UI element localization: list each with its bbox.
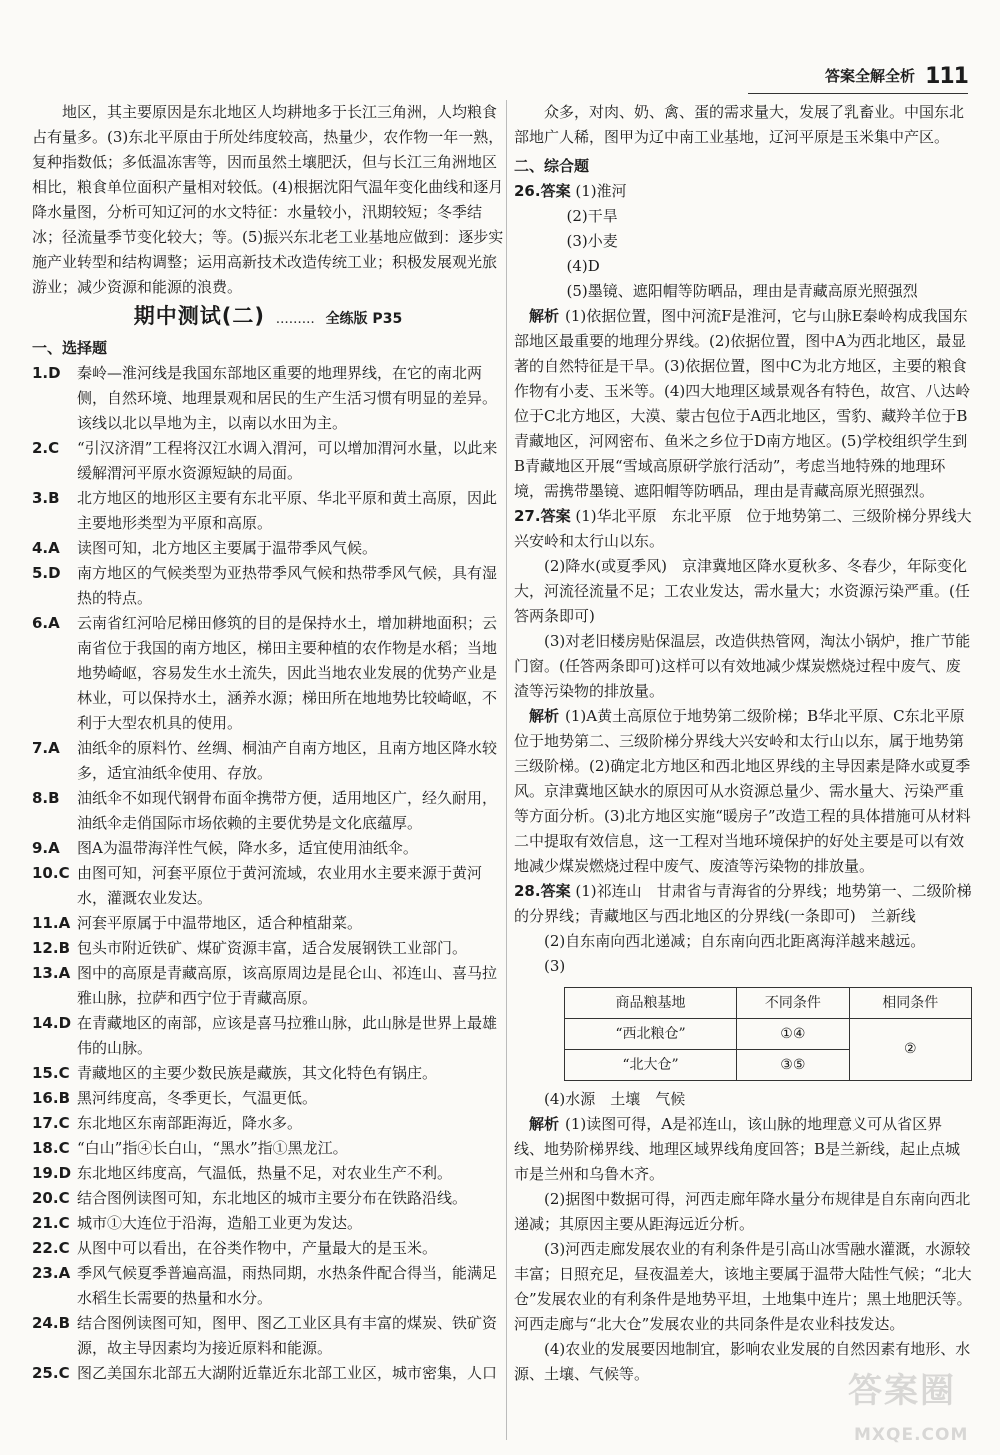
q26-answer-3: (3)小麦 [566,232,618,250]
choice-answer-item [32,611,504,736]
choice-answer-item [32,1311,504,1361]
choice-answer-number: 14.D [32,1014,72,1032]
page-header [825,64,968,89]
choice-answer-number: 16.B [32,1089,71,1107]
q26-answer-1: (1)淮河 [575,182,627,200]
choice-answer-number: 24.B [32,1314,71,1332]
table-cell-different: ③⑤ [737,1050,850,1081]
choice-answer-item [32,736,504,786]
choice-answer-item [32,1111,504,1136]
q27-explain-label: 解析 [529,707,560,725]
previous-explanation: 地区，其主要原因是东北地区人均耕地多于长江三角洲，人均粮食占有量多。(3)东北平原由于所处纬度较高，热量少，农作物一年一熟，复种指数低；多低温冻害等，因而虽然土壤肥沃，但与长江三角洲地区相比，粮食单位面积产量相对较低。(4)根据沈阳气温年变化曲线和逐月降水量图，分析可知辽河的水文特征：水量较小，汛期较短；冬季结冰；径流量季节变化较大；等。(5)振兴东北老工业基地应做到：逐步实施产业转型和结构调整；运用高新技术改造传统工业；积极发展观光旅游业；减少资源和能源的浪费。 [32,103,504,296]
choice-answer-number: 18.C [32,1139,70,1157]
choice-answer-text: 秦岭—淮河线是我国东部地区重要的地理界线，在它的南北两侧，自然环境、地理景观和居民的生产生活习惯有明显的差异。该线以北以旱地为主，以南以水田为主。 [77,364,498,432]
choice-answer-number: 11.A [32,914,71,932]
q27-number: 27. [514,507,541,525]
choice-answer-text: 季风气候夏季普遍高温，雨热同期，水热条件配合得当，能满足水稻生长需要的热量和水分。 [77,1264,498,1307]
q28-explanation-3: (3)河西走廊发展农业的有利条件是引高山冰雪融水灌溉，水源较丰富；日照充足，昼夜温差大，该地主要属于温带大陆性气候；“北大仓”发展农业的有利条件是地势平坦，土地集中连片；黑土地肥沃等。河西走廊与“北大仓”发展农业的共同条件是农业科技发达。 [514,1240,972,1333]
choice-answer-number: 15.C [32,1064,70,1082]
q28-answer-3: (3) [544,957,566,975]
choice-answer-item [32,1136,504,1161]
choice-answer-number: 19.D [32,1164,72,1182]
q28-number: 28. [514,882,541,900]
choice-answer-text: 城市①大连位于沿海，造船工业更为发达。 [77,1214,363,1232]
choice-answer-number: 9.A [32,839,60,857]
section-heading-choice: 一、选择题 [32,339,108,357]
question-26 [514,179,972,504]
choice-answer-text: 青藏地区的主要少数民族是藏族，其文化特色有锅庄。 [77,1064,438,1082]
q28-explanation-2: (2)据图中数据可得，河西走廊年降水量分布规律是自东南向西北递减；其原因主要从距海远近分析。 [514,1190,971,1233]
header-rule [748,93,968,94]
choice-answer-text: 从图中可以看出，在谷类作物中，产量最大的是玉米。 [77,1239,438,1257]
choice-answer-number: 3.B [32,489,60,507]
choice-answer-text: 读图可知，北方地区主要属于温带季风气候。 [77,539,378,557]
choice-answer-item [32,536,504,561]
choice-answer-item [32,1011,504,1061]
choice-answer-number: 5.D [32,564,61,582]
choice-answer-number: 4.A [32,539,60,557]
q28-explain-label: 解析 [529,1115,560,1133]
choice-answer-item [32,486,504,536]
choice-answer-number: 1.D [32,364,61,382]
left-column [32,100,504,1386]
choice-answer-item [32,1086,504,1111]
choice-answer-number: 6.A [32,614,60,632]
choice-answer-number: 21.C [32,1214,70,1232]
header-title: 答案全解全析 [825,67,916,85]
choice-answer-item [32,1361,504,1386]
choice-answer-text: 结合图例读图可知，图甲、图乙工业区具有丰富的煤炭、铁矿资源，故主导因素均为接近原料和能源。 [77,1314,498,1357]
q26-explain-label: 解析 [529,307,560,325]
choice-answer-text: 南方地区的气候类型为亚热带季风气候和热带季风气候，具有湿热的特点。 [77,564,498,607]
choice-answer-item [32,861,504,911]
choice-answer-text: 东北地区东南部距海近，降水多。 [77,1114,303,1132]
choice-answer-text: “引汉济渭”工程将汉江水调入渭河，可以增加渭河水量，以此来缓解渭河平原水资源短缺的局面。 [77,439,498,482]
test-page-ref: 全练版 P35 [325,311,403,327]
choice-answer-text: 在青藏地区的南部，应该是喜马拉雅山脉，此山脉是世界上最雄伟的山脉。 [77,1014,498,1057]
table-cell-base: “西北粮仓” [565,1019,737,1050]
choice-answer-text: 图A为温带海洋性气候，降水多，适宜使用油纸伞。 [77,839,418,857]
choice-answer-text: 包头市附近铁矿、煤矿资源丰富，适合发展钢铁工业部门。 [77,939,468,957]
q27-answer-1: (1)华北平原 东北平原 位于地势第二、三级阶梯分界线大兴安岭和太行山以东。 [514,507,972,550]
test-title-block [32,304,504,332]
watermark-text: 答案圈 [848,1371,956,1411]
choice-answer-number: 22.C [32,1239,70,1257]
q26-answer-label: 答案 [540,182,571,200]
choice-answer-text: “白山”指④长白山，“黑水”指①黑龙江。 [77,1139,348,1157]
choice-answer-item [32,1161,504,1186]
table-cell-same: ② [849,1019,971,1081]
leader-dots: ……… [275,312,315,327]
question-28 [514,879,972,1387]
column-divider [506,100,507,1440]
choice-answer-item [32,911,504,936]
choice-answer-item [32,361,504,436]
choice-answer-number: 23.A [32,1264,71,1282]
table-header-base: 商品粮基地 [565,988,737,1019]
q28-answer-label: 答案 [540,882,571,900]
choice-answer-item [32,1261,504,1311]
choice-answer-number: 2.C [32,439,60,457]
choice-answer-text: 黑河纬度高，冬季更长，气温更低。 [77,1089,318,1107]
choice-answer-text: 图乙美国东北部五大湖附近靠近东北部工业区，城市密集，人口 [77,1364,498,1382]
watermark-logo [836,1371,986,1447]
choice-answer-item [32,786,504,836]
q28-answer-2: (2)自东南向西北递减；自东南向西北距离海洋越来越远。 [544,932,926,950]
choice-answer-text: 油纸伞不如现代钢骨布面伞携带方便，适用地区广，经久耐用，油纸伞走俏国际市场依赖的主要优势是文化底蕴厚。 [77,789,498,832]
choice-answer-item [32,961,504,1011]
choice-answer-item [32,561,504,611]
q27-answer-3: (3)对老旧楼房贴保温层，改造供热管网，淘汰小锅炉，推广节能门窗。(任答两条即可)这样可以有效地减少煤炭燃烧过程中废气、废渣等污染物的排放量。 [514,632,971,700]
choice-answer-number: 13.A [32,964,71,982]
q26-answer-4: (4)D [566,257,600,275]
choice-answer-number: 20.C [32,1189,70,1207]
right-column [514,100,972,1387]
choice-answer-number: 12.B [32,939,71,957]
q26-answer-2: (2)干旱 [566,207,618,225]
table-row [565,1019,972,1050]
choice-answer-number: 25.C [32,1364,70,1382]
choice-answer-text: 北方地区的地形区主要有东北平原、华北平原和黄土高原，因此主要地形类型为平原和高原。 [77,489,498,532]
choice-answer-number: 17.C [32,1114,70,1132]
choice-answer-item [32,1186,504,1211]
choice-answer-item [32,1236,504,1261]
choice-answer-text: 东北地区纬度高，气温低，热量不足，对农业生产不利。 [77,1164,453,1182]
choice-answer-number: 10.C [32,864,70,882]
page-number: 111 [925,64,968,89]
choice-answer-list [32,361,504,1386]
grain-base-table [564,987,972,1081]
choice-answer-text: 河套平原属于中温带地区，适合种植甜菜。 [77,914,363,932]
watermark-url: MXQE.COM [854,1425,969,1445]
table-header-row [565,988,972,1019]
table-header-different: 不同条件 [737,988,850,1019]
q28-explanation-1: (1)读图可得，A是祁连山，该山脉的地理意义可从省区界线、地势阶梯界线、地理区域界线角度回答；B是兰新线，起止点城市是兰州和乌鲁木齐。 [514,1115,961,1183]
choice-answer-text: 云南省红河哈尼梯田修筑的目的是保持水土，增加耕地面积；云南省位于我国的南方地区，梯田主要种植的农作物是水稻；当地地势崎岖，容易发生水土流失，因此当地农业发展的优势产业是林业，可以保持水土，涵养水源；梯田所在地地势比较崎岖，不利于大型农机具的使用。 [77,614,498,732]
choice-answer-number: 8.B [32,789,60,807]
choice-answer-item [32,1211,504,1236]
choice-answer-item [32,936,504,961]
table-cell-base: “北大仓” [565,1050,737,1081]
q26-number: 26. [514,182,541,200]
q28-answer-1: (1)祁连山 甘肃省与青海省的分界线；地势第一、二级阶梯的分界线；青藏地区与西北地区的分界线(一条即可) 兰新线 [514,882,972,925]
q26-answer-5: (5)墨镜、遮阳帽等防晒品，理由是青藏高原光照强烈 [566,282,918,300]
q26-explanation: (1)依据位置，图中河流F是淮河，它与山脉E秦岭构成我国东部地区最重要的地理分界线。(2)依据位置，图中A为西北地区，最显著的自然特征是干旱。(3)依据位置，图中C为北方地区，主要的粮食作物有小麦、玉米等。(4)四大地理区域景观各有特色，故宫、八达岭位于C北方地区，大漠、蒙古包位于A西北地区，雪豹、藏羚羊位于B青藏地区，河网密布、鱼米之乡位于D南方地区。(5)学校组织学生到B青藏地区开展“雪域高原研学旅行活动”，考虑当地特殊的地理环境，需携带墨镜、遮阳帽等防晒品，理由是青藏高原光照强烈。 [514,307,971,500]
q27-explanation: (1)A黄土高原位于地势第二级阶梯；B华北平原、C东北平原位于地势第二、三级阶梯分界线大兴安岭和太行山以东，属于地势第三级阶梯。(2)确定北方地区和西北地区界线的主导因素是降水或夏季风。京津冀地区缺水的原因可从水资源总量少、需水量大、污染严重等方面分析。(3)北方地区实施“暖房子”改造工程的具体措施可从材料二中提取有效信息，这一工程对当地环境保护的好处主要是可以有效地减少煤炭燃烧过程中废气、废渣等污染物的排放量。 [514,707,971,875]
choice-answer-item [32,836,504,861]
choice-answer-item [32,1061,504,1086]
continued-text: 众多，对肉、奶、禽、蛋的需求量大，发展了乳畜业。中国东北部地广人稀，图甲为辽中南工业基地，辽河平原是玉米集中产区。 [514,103,965,146]
choice-answer-text: 油纸伞的原料竹、丝绸、桐油产自南方地区，且南方地区降水较多，适宜油纸伞使用、存放。 [77,739,498,782]
choice-answer-text: 结合图例读图可知，东北地区的城市主要分布在铁路沿线。 [77,1189,468,1207]
q27-answer-2: (2)降水(或夏季风) 京津冀地区降水夏秋多、冬春少，年际变化大，河流径流量不足；工农业发达，需水量大；水资源污染严重。(任答两条即可) [514,557,970,625]
q28-explanation-4: (4)农业的发展要因地制宜，影响农业发展的自然因素有地形、水源、土壤、气候等。 [514,1340,971,1383]
choice-answer-text: 由图可知，河套平原位于黄河流域，农业用水主要来源于黄河水，灌溉农业发达。 [77,864,483,907]
question-27 [514,504,972,879]
choice-answer-number: 7.A [32,739,60,757]
q27-answer-label: 答案 [540,507,571,525]
table-header-same: 相同条件 [849,988,971,1019]
choice-answer-item [32,436,504,486]
test-title: 期中测试(二) [133,304,265,328]
choice-answer-text: 图中的高原是青藏高原，该高原周边是昆仑山、祁连山、喜马拉雅山脉，拉萨和西宁位于青藏高原。 [77,964,498,1007]
section-heading-comprehensive: 二、综合题 [514,157,590,175]
q28-answer-4: (4)水源 土壤 气候 [544,1090,686,1108]
table-cell-different: ①④ [737,1019,850,1050]
